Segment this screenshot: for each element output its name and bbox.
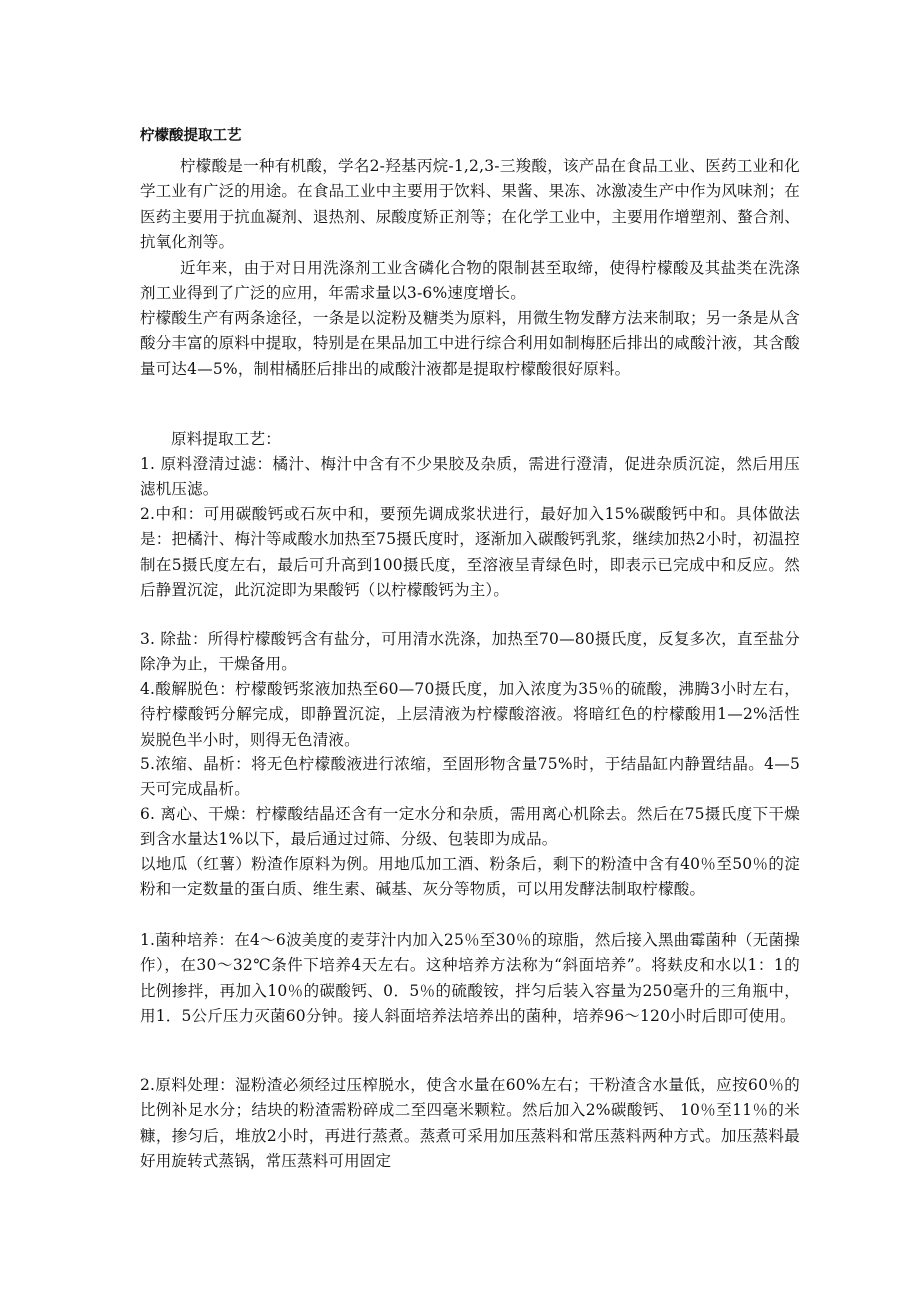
paragraph-step-4: 4.酸解脱色：柠檬酸钙浆液加热至60—70摄氏度，加入浓度为35％的硫酸，沸腾3小时左右，待柠檬酸钙分解完成，即静置沉淀，上层清液为柠檬酸溶液。将暗红色的柠檬酸用1—2%活性炭脱色半小时，则得无色清液。 xyxy=(140,680,800,749)
paragraph-intro: 柠檬酸是一种有机酸，学名2-羟基丙烷-1,2,3-三羧酸，该产品在食品工业、医药工业和化学工业有广泛的用途。在食品工业中主要用于饮料、果酱、果冻、冰激凌生产中作为风味剂；在医药主要用于抗血凝剂、退热剂、尿酸度矫正剂等；在化学工业中，主要用作增塑剂、螯合剂、抗氧化剂等。 xyxy=(140,157,800,252)
document-title: 柠檬酸提取工艺 xyxy=(140,128,242,144)
paragraph-process-heading: 原料提取工艺： xyxy=(171,430,281,448)
paragraph-step-3: 3. 除盐：所得柠檬酸钙含有盐分，可用清水洗涤，加热至70—80摄氏度，反复多次，直至盐分除净为止，干燥备用。 xyxy=(140,630,800,674)
paragraph-strain-culture: 1.菌种培养：在4～6波美度的麦芽汁内加入25％至30％的琼脂，然后接入黑曲霉菌种（无菌操作），在30～32℃条件下培养4天左右。这种培养方法称为“斜面培养”。将麸皮和水以1：1的比例掺拌，再加入10％的碳酸钙、0．5％的硫酸铵，拌匀后装入容量为250毫升的三角瓶中，用1．5公斤压力灭菌60分钟。接人斜面培养法培养出的菌种，培养96～120小时后即可使用。 xyxy=(140,931,800,1026)
paragraph-step-5: 5.浓缩、晶析：将无色柠檬酸液进行浓缩，至固形物含量75%时，于结晶缸内静置结晶。4—5天可完成晶析。 xyxy=(140,755,800,799)
paragraph-step-2: 2.中和：可用碳酸钙或石灰中和，要预先调成浆状进行，最好加入15%碳酸钙中和。具体做法是：把橘汁、梅汁等咸酸水加热至75摄氏度时，逐渐加入碳酸钙乳浆，继续加热2小时，初温控制在5摄氏度左右，最后可升高到100摄氏度，至溶液呈青绿色时，即表示已完成中和反应。然后静置沉淀，此沉淀即为果酸钙（以柠檬酸钙为主）。 xyxy=(140,505,800,600)
paragraph-step-1: 1. 原料澄清过滤：橘汁、梅汁中含有不少果胶及杂质，需进行澄清，促进杂质沉淀，然后用压滤机压滤。 xyxy=(140,455,800,499)
paragraph-demand: 近年来，由于对日用洗涤剂工业含磷化合物的限制甚至取缔，使得柠檬酸及其盐类在洗涤剂工业得到了广泛的应用，年需求量以3-6%速度增长。 xyxy=(140,259,800,303)
paragraph-sweet-potato: 以地瓜（红薯）粉渣作原料为例。用地瓜加工酒、粉条后，剩下的粉渣中含有40％至50％的淀粉和一定数量的蛋白质、维生素、碱基、灰分等物质，可以用发酵法制取柠檬酸。 xyxy=(140,855,800,899)
paragraph-step-6: 6. 离心、干燥：柠檬酸结晶还含有一定水分和杂质，需用离心机除去。然后在75摄氏度下干燥到含水量达1%以下，最后通过过筛、分级、包装即为成品。 xyxy=(140,805,800,849)
paragraph-production-routes: 柠檬酸生产有两条途径，一条是以淀粉及糖类为原料，用微生物发酵方法来制取；另一条是从含酸分丰富的原料中提取，特别是在果品加工中进行综合利用如制梅胚后排出的咸酸汁液，其含酸量可达4—5%，制柑橘胚后排出的咸酸汁液都是提取柠檬酸很好原料。 xyxy=(140,309,800,378)
paragraph-material-processing: 2.原料处理：湿粉渣必须经过压榨脱水，使含水量在60%左右；干粉渣含水量低，应按60％的比例补足水分；结块的粉渣需粉碎成二至四毫米颗粒。然后加入2%碳酸钙、 10％至11％的米糠，掺匀后，堆放2小时，再进行蒸煮。蒸煮可采用加压蒸料和常压蒸料两种方式。加压蒸料最好用旋转式蒸锅，常压蒸料可用固定 xyxy=(140,1076,800,1171)
